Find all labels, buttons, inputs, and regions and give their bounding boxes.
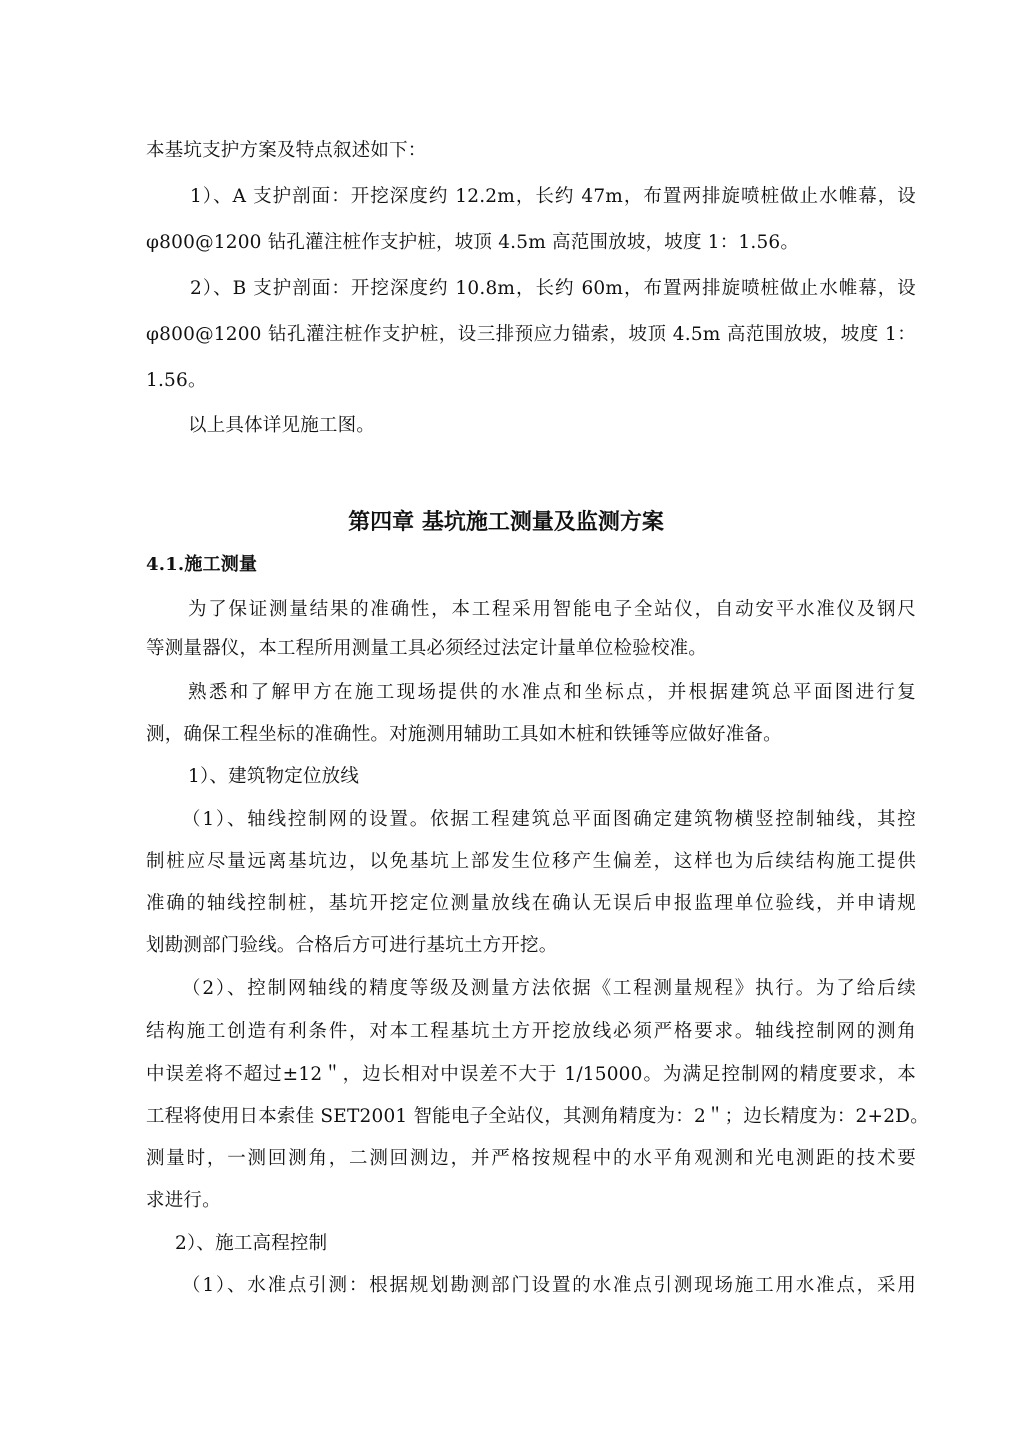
item-a-line-2: φ800@1200 钻孔灌注桩作支护桩，坡顶 4.5m 高范围放坡，坡度 1：1.56。 bbox=[146, 232, 800, 253]
para2-line-2: 测，确保工程坐标的准确性。对施测用辅助工具如木桩和铁锤等应做好准备。 bbox=[146, 724, 782, 745]
sub1-p1-line-2: 制桩应尽量远离基坑边，以免基坑上部发生位移产生偏差，这样也为后续结构施工提供 bbox=[146, 851, 916, 872]
para1-line-2: 等测量器仪，本工程所用测量工具必须经过法定计量单位检验校准。 bbox=[146, 638, 708, 659]
sub1-p2-line-2: 结构施工创造有利条件，对本工程基坑土方开挖放线必须严格要求。轴线控制网的测角 bbox=[146, 1021, 916, 1042]
see-drawing-text: 以上具体详见施工图。 bbox=[188, 415, 376, 436]
item-a-line-1: 1）、A 支护剖面：开挖深度约 12.2m，长约 47m，布置两排旋喷桩做止水帷幕，设 bbox=[190, 186, 916, 207]
sub2-heading: 2）、施工高程控制 bbox=[175, 1233, 328, 1254]
sub1-p2-line-3: 中误差将不超过±12＂，边长相对中误差不大于 1/15000。为满足控制网的精度要求，本 bbox=[146, 1064, 916, 1085]
section-heading: 4.1.施工测量 bbox=[146, 554, 258, 575]
para2-line-1: 熟悉和了解甲方在施工现场提供的水准点和坐标点，并根据建筑总平面图进行复 bbox=[188, 682, 916, 703]
sub1-heading: 1）、建筑物定位放线 bbox=[188, 766, 360, 787]
item-b-line-1: 2）、B 支护剖面：开挖深度约 10.8m，长约 60m，布置两排旋喷桩做止水帷幕，设 bbox=[190, 278, 916, 299]
para1-line-1: 为了保证测量结果的准确性，本工程采用智能电子全站仪，自动安平水准仪及钢尺 bbox=[188, 599, 916, 620]
sub1-p2-line-5: 测量时，一测回测角，二测回测边，并严格按规程中的水平角观测和光电测距的技术要 bbox=[146, 1148, 916, 1169]
sub1-p1-line-4: 划勘测部门验线。合格后方可进行基坑土方开挖。 bbox=[146, 935, 558, 956]
chapter-title: 第四章 基坑施工测量及监测方案 bbox=[348, 509, 664, 535]
sub1-p2-line-4: 工程将使用日本索佳 SET2001 智能电子全站仪，其测角精度为：2＂；边长精度为：2+2D。 bbox=[146, 1106, 929, 1127]
sub2-p1-line-1: （1）、水准点引测：根据规划勘测部门设置的水准点引测现场施工用水准点，采用 bbox=[182, 1275, 916, 1296]
item-b-line-2: φ800@1200 钻孔灌注桩作支护桩，设三排预应力锚索，坡顶 4.5m 高范围放坡，坡度 1： bbox=[146, 324, 916, 345]
item-b-line-3: 1.56。 bbox=[146, 370, 207, 391]
sub1-p2-line-6: 求进行。 bbox=[146, 1190, 221, 1211]
sub1-p1-line-3: 准确的轴线控制桩，基坑开挖定位测量放线在确认无误后申报监理单位验线，并申请规 bbox=[146, 893, 916, 914]
sub1-p1-line-1: （1）、轴线控制网的设置。依据工程建筑总平面图确定建筑物横竖控制轴线，其控 bbox=[182, 809, 916, 830]
intro-text: 本基坑支护方案及特点叙述如下： bbox=[146, 140, 427, 161]
sub1-p2-line-1: （2）、控制网轴线的精度等级及测量方法依据《工程测量规程》执行。为了给后续 bbox=[182, 978, 916, 999]
